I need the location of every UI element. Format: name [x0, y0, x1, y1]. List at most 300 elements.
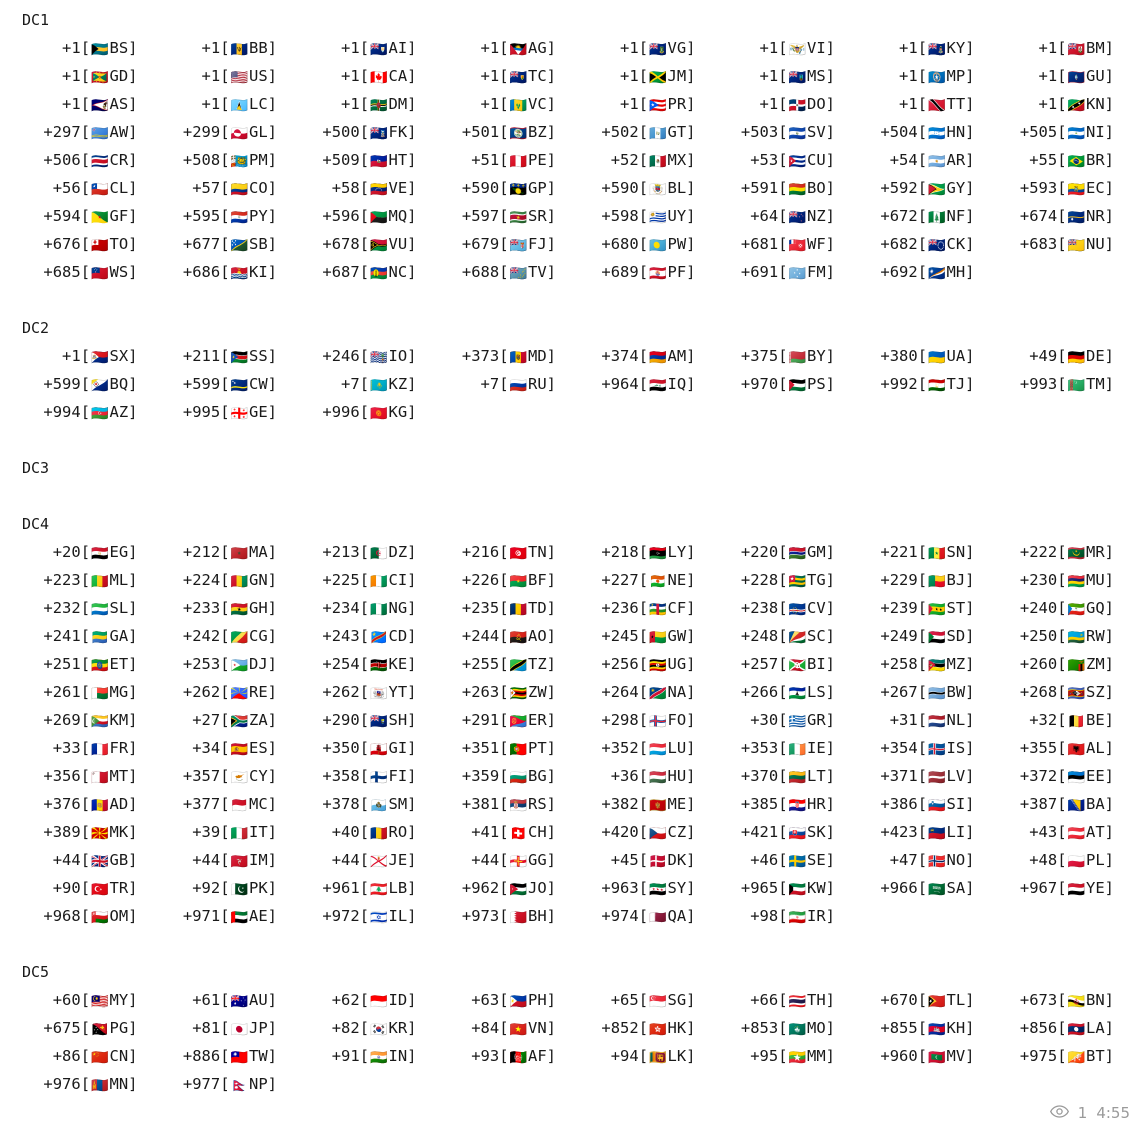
country-entry[interactable]	[289, 230, 429, 258]
country-entry[interactable]	[150, 622, 290, 650]
dial-code: +263	[461, 683, 500, 701]
bracket-open: [	[499, 67, 509, 85]
dial-code: +501	[461, 123, 500, 141]
country-entry[interactable]	[568, 818, 708, 846]
country-entry[interactable]	[987, 818, 1127, 846]
country-entry[interactable]	[708, 34, 848, 62]
flag-icon: 🇦🇴	[509, 630, 527, 646]
country-entry[interactable]	[708, 594, 848, 622]
country-entry[interactable]	[289, 874, 429, 902]
country-entry[interactable]	[429, 846, 569, 874]
country-iso-code: DZ	[388, 543, 408, 561]
country-entry[interactable]	[847, 146, 987, 174]
country-entry[interactable]	[10, 174, 150, 202]
country-entry[interactable]	[568, 118, 708, 146]
country-entry[interactable]	[987, 650, 1127, 678]
country-entry[interactable]	[10, 706, 150, 734]
country-entry[interactable]	[987, 230, 1127, 258]
bracket-close: ]	[686, 823, 696, 841]
country-entry[interactable]	[10, 538, 150, 566]
country-entry[interactable]	[847, 986, 987, 1014]
country-entry[interactable]	[150, 398, 290, 426]
country-entry[interactable]	[708, 62, 848, 90]
country-iso-code: MZ	[946, 655, 966, 673]
country-entry[interactable]	[429, 566, 569, 594]
dial-code: +1	[899, 95, 918, 113]
country-entry[interactable]	[10, 1014, 150, 1042]
bracket-open: [	[778, 123, 788, 141]
flag-icon: 🇨🇼	[230, 378, 248, 394]
country-entry[interactable]	[429, 650, 569, 678]
dial-code: +686	[182, 263, 221, 281]
country-entry[interactable]	[10, 146, 150, 174]
country-entry[interactable]	[10, 398, 150, 426]
country-entry[interactable]	[568, 34, 708, 62]
dial-code: +381	[461, 795, 500, 813]
country-entry[interactable]	[10, 62, 150, 90]
country-entry[interactable]	[289, 846, 429, 874]
country-entry[interactable]	[10, 1070, 150, 1098]
bracket-close: ]	[1104, 123, 1114, 141]
country-entry[interactable]	[847, 678, 987, 706]
country-entry[interactable]	[289, 734, 429, 762]
country-entry[interactable]	[429, 986, 569, 1014]
bracket-close: ]	[1104, 711, 1114, 729]
bracket-close: ]	[267, 739, 277, 757]
country-entry[interactable]	[708, 678, 848, 706]
flag-icon: 🇧🇴	[788, 182, 806, 198]
country-entry[interactable]	[150, 90, 290, 118]
country-entry[interactable]	[568, 678, 708, 706]
country-entry[interactable]	[847, 874, 987, 902]
country-entry[interactable]	[289, 1014, 429, 1042]
country-entry[interactable]	[150, 762, 290, 790]
country-entry[interactable]	[429, 62, 569, 90]
country-entry[interactable]	[847, 538, 987, 566]
country-entry[interactable]	[708, 734, 848, 762]
country-entry[interactable]	[10, 118, 150, 146]
country-entry[interactable]	[150, 370, 290, 398]
country-entry[interactable]	[150, 734, 290, 762]
country-entry[interactable]	[568, 1042, 708, 1070]
country-entry[interactable]	[847, 706, 987, 734]
dial-code: +370	[740, 767, 779, 785]
country-entry[interactable]	[10, 678, 150, 706]
country-entry[interactable]	[150, 146, 290, 174]
bracket-close: ]	[267, 263, 277, 281]
country-entry[interactable]	[568, 146, 708, 174]
country-entry[interactable]	[429, 818, 569, 846]
dial-code: +685	[43, 263, 81, 281]
country-entry[interactable]	[150, 846, 290, 874]
country-entry[interactable]	[289, 146, 429, 174]
dial-code: +691	[740, 263, 779, 281]
country-entry[interactable]	[429, 370, 569, 398]
country-entry[interactable]	[568, 706, 708, 734]
country-entry[interactable]	[10, 874, 150, 902]
bracket-close: ]	[267, 151, 277, 169]
country-entry[interactable]	[10, 734, 150, 762]
bracket-close: ]	[965, 207, 975, 225]
country-entry[interactable]	[708, 1014, 848, 1042]
country-entry[interactable]	[150, 34, 290, 62]
country-entry[interactable]	[289, 1042, 429, 1070]
country-iso-code: EE	[1085, 767, 1105, 785]
country-entry[interactable]	[847, 1014, 987, 1042]
country-entry[interactable]	[568, 594, 708, 622]
country-entry[interactable]	[150, 202, 290, 230]
country-entry[interactable]	[568, 538, 708, 566]
country-entry[interactable]	[10, 846, 150, 874]
dial-code: +886	[182, 1047, 221, 1065]
bracket-close: ]	[128, 599, 138, 617]
country-entry[interactable]	[429, 90, 569, 118]
country-entry[interactable]	[10, 902, 150, 930]
country-entry[interactable]	[150, 1042, 290, 1070]
country-entry[interactable]	[429, 174, 569, 202]
bracket-close: ]	[407, 263, 417, 281]
country-iso-code: DM	[388, 95, 408, 113]
country-entry[interactable]	[429, 678, 569, 706]
country-entry[interactable]	[568, 762, 708, 790]
flag-icon: 🇲🇹	[91, 770, 109, 786]
country-entry[interactable]	[708, 146, 848, 174]
country-entry[interactable]	[708, 986, 848, 1014]
country-entry[interactable]	[150, 874, 290, 902]
country-entry[interactable]	[568, 90, 708, 118]
country-entry[interactable]	[150, 1070, 290, 1098]
country-entry[interactable]	[568, 258, 708, 286]
bracket-close: ]	[825, 627, 835, 645]
country-entry[interactable]	[10, 1042, 150, 1070]
country-entry[interactable]	[289, 202, 429, 230]
country-entry[interactable]	[289, 566, 429, 594]
country-iso-code: SC	[806, 627, 826, 645]
country-entry[interactable]	[708, 258, 848, 286]
country-entry[interactable]	[987, 1042, 1127, 1070]
flag-icon: 🇭🇺	[649, 770, 667, 786]
country-entry[interactable]	[847, 762, 987, 790]
country-entry[interactable]	[289, 538, 429, 566]
country-entry[interactable]	[987, 370, 1127, 398]
country-entry[interactable]	[847, 202, 987, 230]
country-entry[interactable]	[150, 62, 290, 90]
bracket-open: [	[80, 123, 91, 141]
bracket-open: [	[80, 991, 91, 1009]
country-entry[interactable]	[708, 174, 848, 202]
country-entry[interactable]	[987, 566, 1127, 594]
bracket-close: ]	[686, 711, 696, 729]
country-iso-code: SK	[806, 823, 826, 841]
bracket-close: ]	[267, 879, 277, 897]
country-entry[interactable]	[289, 986, 429, 1014]
bracket-open: [	[1057, 543, 1067, 561]
country-entry[interactable]	[987, 846, 1127, 874]
country-entry[interactable]	[987, 734, 1127, 762]
country-entry[interactable]	[289, 902, 429, 930]
country-entry[interactable]	[847, 650, 987, 678]
country-entry[interactable]	[987, 762, 1127, 790]
dial-code: +44	[192, 851, 221, 869]
country-entry[interactable]	[708, 650, 848, 678]
country-entry[interactable]	[847, 846, 987, 874]
country-entry[interactable]	[429, 790, 569, 818]
country-entry[interactable]	[987, 202, 1127, 230]
country-entry[interactable]	[150, 678, 290, 706]
country-entry[interactable]	[708, 874, 848, 902]
country-entry[interactable]	[568, 62, 708, 90]
country-entry[interactable]	[708, 706, 848, 734]
country-iso-code: TZ	[527, 655, 547, 673]
bracket-close: ]	[267, 95, 277, 113]
country-entry[interactable]	[150, 118, 290, 146]
country-entry[interactable]	[847, 174, 987, 202]
country-entry[interactable]	[987, 874, 1127, 902]
country-entry[interactable]	[429, 594, 569, 622]
country-entry[interactable]	[429, 762, 569, 790]
country-entry[interactable]	[150, 1014, 290, 1042]
country-entry[interactable]	[289, 594, 429, 622]
country-entry[interactable]	[708, 566, 848, 594]
country-entry[interactable]	[847, 118, 987, 146]
country-entry[interactable]	[847, 818, 987, 846]
flag-icon: 🇷🇸	[509, 798, 527, 814]
country-iso-code: TG	[806, 571, 826, 589]
country-entry[interactable]	[150, 790, 290, 818]
country-entry[interactable]	[10, 566, 150, 594]
country-entry[interactable]	[708, 762, 848, 790]
bracket-open: [	[638, 375, 649, 393]
country-entry[interactable]	[847, 258, 987, 286]
country-entry[interactable]	[429, 1042, 569, 1070]
country-entry[interactable]	[150, 986, 290, 1014]
country-entry[interactable]	[987, 622, 1127, 650]
country-entry[interactable]	[10, 342, 150, 370]
country-iso-code: MU	[1085, 571, 1105, 589]
country-grid	[0, 986, 1144, 1098]
country-entry[interactable]	[708, 230, 848, 258]
country-entry[interactable]	[10, 258, 150, 286]
country-entry[interactable]	[289, 34, 429, 62]
country-entry[interactable]	[847, 370, 987, 398]
country-entry[interactable]	[150, 706, 290, 734]
country-entry[interactable]	[150, 902, 290, 930]
country-iso-code: CH	[527, 823, 547, 841]
country-entry[interactable]	[568, 790, 708, 818]
country-entry[interactable]	[150, 230, 290, 258]
flag-icon: 🇸🇸	[230, 350, 248, 366]
country-entry[interactable]	[568, 622, 708, 650]
country-entry[interactable]	[429, 34, 569, 62]
country-entry[interactable]	[289, 818, 429, 846]
dial-code: +43	[1029, 823, 1058, 841]
country-entry[interactable]	[289, 762, 429, 790]
country-entry[interactable]	[10, 818, 150, 846]
country-entry[interactable]	[708, 818, 848, 846]
country-iso-code: DK	[667, 851, 687, 869]
country-entry[interactable]	[568, 230, 708, 258]
country-entry[interactable]	[429, 734, 569, 762]
country-entry[interactable]	[987, 538, 1127, 566]
country-entry[interactable]	[429, 342, 569, 370]
country-entry[interactable]	[289, 706, 429, 734]
country-entry[interactable]	[429, 902, 569, 930]
country-entry[interactable]	[10, 594, 150, 622]
country-entry[interactable]	[150, 650, 290, 678]
country-entry[interactable]	[708, 846, 848, 874]
bracket-close: ]	[407, 207, 417, 225]
dial-code: +64	[750, 207, 779, 225]
country-entry[interactable]	[568, 650, 708, 678]
country-entry[interactable]	[847, 342, 987, 370]
bracket-close: ]	[267, 711, 277, 729]
country-entry[interactable]	[289, 790, 429, 818]
country-iso-code: VG	[667, 39, 687, 57]
country-entry[interactable]	[987, 342, 1127, 370]
country-entry[interactable]	[10, 650, 150, 678]
country-grid	[0, 342, 1144, 426]
country-entry[interactable]	[150, 594, 290, 622]
bracket-close: ]	[546, 739, 556, 757]
country-entry[interactable]	[568, 1014, 708, 1042]
country-entry[interactable]	[150, 342, 290, 370]
bracket-open: [	[359, 683, 370, 701]
country-entry[interactable]	[429, 202, 569, 230]
bracket-open: [	[638, 599, 649, 617]
country-entry[interactable]	[847, 34, 987, 62]
country-entry[interactable]	[289, 174, 429, 202]
country-entry[interactable]	[847, 230, 987, 258]
country-entry[interactable]	[429, 230, 569, 258]
country-iso-code: GL	[248, 123, 268, 141]
country-entry[interactable]	[429, 118, 569, 146]
country-entry[interactable]	[708, 538, 848, 566]
country-entry[interactable]	[10, 986, 150, 1014]
country-entry[interactable]	[847, 622, 987, 650]
country-entry[interactable]	[150, 258, 290, 286]
country-entry[interactable]	[708, 790, 848, 818]
country-entry[interactable]	[10, 202, 150, 230]
country-iso-code: IQ	[667, 375, 687, 393]
country-entry[interactable]	[429, 146, 569, 174]
country-entry[interactable]	[847, 566, 987, 594]
country-entry[interactable]	[289, 622, 429, 650]
country-entry[interactable]	[150, 538, 290, 566]
country-entry[interactable]	[847, 62, 987, 90]
country-entry[interactable]	[987, 34, 1127, 62]
country-entry[interactable]	[987, 174, 1127, 202]
country-entry[interactable]	[289, 90, 429, 118]
country-entry[interactable]	[10, 34, 150, 62]
country-entry[interactable]	[568, 846, 708, 874]
dial-code: +996	[322, 403, 360, 421]
country-entry[interactable]	[847, 594, 987, 622]
country-entry[interactable]	[289, 342, 429, 370]
country-entry[interactable]	[10, 790, 150, 818]
dial-code: +689	[601, 263, 639, 281]
country-entry[interactable]	[289, 62, 429, 90]
country-entry[interactable]	[708, 370, 848, 398]
country-entry[interactable]	[847, 790, 987, 818]
country-entry[interactable]	[568, 902, 708, 930]
country-entry[interactable]	[568, 986, 708, 1014]
country-entry[interactable]	[289, 398, 429, 426]
country-entry[interactable]	[708, 622, 848, 650]
country-entry[interactable]	[847, 734, 987, 762]
country-entry[interactable]	[150, 818, 290, 846]
country-entry[interactable]	[987, 790, 1127, 818]
country-entry[interactable]	[708, 118, 848, 146]
flag-icon: 🇹🇼	[230, 1050, 248, 1066]
country-entry[interactable]	[708, 1042, 848, 1070]
country-entry[interactable]	[987, 986, 1127, 1014]
country-entry[interactable]	[987, 62, 1127, 90]
country-entry[interactable]	[289, 650, 429, 678]
country-entry[interactable]	[289, 118, 429, 146]
bracket-close: ]	[128, 347, 138, 365]
country-entry[interactable]	[150, 566, 290, 594]
country-entry[interactable]	[847, 1042, 987, 1070]
country-entry[interactable]	[847, 90, 987, 118]
country-entry[interactable]	[987, 90, 1127, 118]
bracket-close: ]	[267, 991, 277, 1009]
country-entry[interactable]	[708, 342, 848, 370]
flag-icon: 🇳🇫	[928, 210, 946, 226]
country-entry[interactable]	[10, 762, 150, 790]
country-entry[interactable]	[708, 902, 848, 930]
country-entry[interactable]	[289, 370, 429, 398]
country-entry[interactable]	[10, 90, 150, 118]
country-entry[interactable]	[568, 174, 708, 202]
country-entry[interactable]	[568, 342, 708, 370]
country-entry[interactable]	[429, 1014, 569, 1042]
country-entry[interactable]	[429, 622, 569, 650]
bracket-close: ]	[965, 655, 975, 673]
bracket-close: ]	[128, 711, 138, 729]
bracket-close: ]	[686, 67, 696, 85]
country-entry[interactable]	[987, 1014, 1127, 1042]
country-entry[interactable]	[568, 734, 708, 762]
country-entry[interactable]	[708, 202, 848, 230]
country-entry[interactable]	[568, 566, 708, 594]
flag-icon: 🇱🇧	[370, 882, 388, 898]
country-iso-code: HN	[946, 123, 966, 141]
country-entry[interactable]	[429, 258, 569, 286]
country-entry[interactable]	[429, 874, 569, 902]
country-entry[interactable]	[568, 370, 708, 398]
country-iso-code: BG	[527, 767, 547, 785]
country-entry[interactable]	[150, 174, 290, 202]
country-entry[interactable]	[987, 678, 1127, 706]
country-entry[interactable]	[429, 706, 569, 734]
country-entry[interactable]	[987, 706, 1127, 734]
country-iso-code: MT	[109, 767, 129, 785]
country-entry[interactable]	[289, 678, 429, 706]
flag-icon: 🇦🇫	[509, 1050, 527, 1066]
country-entry[interactable]	[10, 370, 150, 398]
country-entry[interactable]	[987, 118, 1127, 146]
country-entry[interactable]	[568, 202, 708, 230]
dial-code: +91	[331, 1047, 360, 1065]
country-entry[interactable]	[289, 258, 429, 286]
country-entry[interactable]	[987, 594, 1127, 622]
country-entry[interactable]	[10, 230, 150, 258]
country-entry[interactable]	[987, 146, 1127, 174]
country-entry[interactable]	[429, 538, 569, 566]
country-entry[interactable]	[568, 874, 708, 902]
country-entry[interactable]	[10, 622, 150, 650]
country-entry[interactable]	[708, 90, 848, 118]
